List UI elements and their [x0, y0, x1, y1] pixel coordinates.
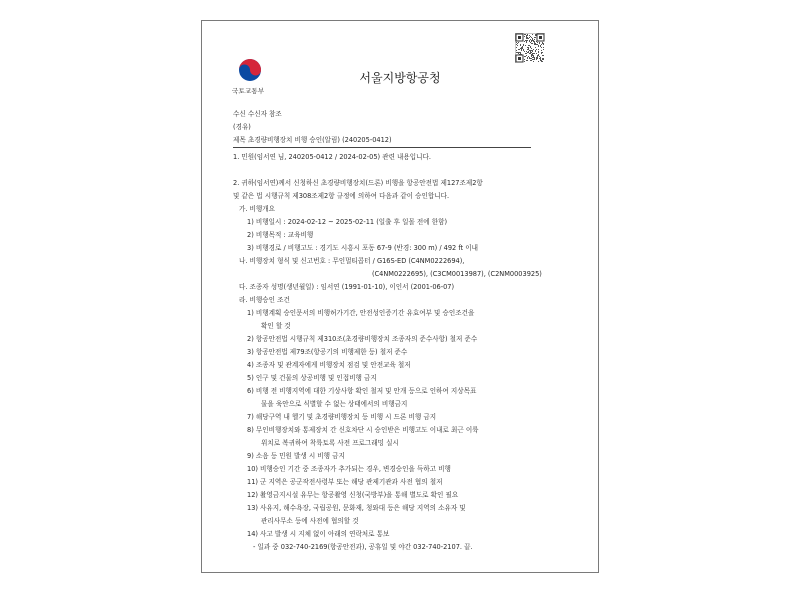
- ra-item-3: 3) 항공안전법 제79조(항공기의 비행제한 등) 철저 준수: [247, 348, 408, 356]
- ra-item-4: 4) 조종자 및 관계자에게 비행장치 점검 및 안전교육 철저: [247, 361, 411, 369]
- recipient-line: 수신 수신자 참조: [233, 110, 282, 118]
- ra-item-7: 7) 해당구역 내 헬기 및 초경량비행장치 등 비행 시 드론 비행 금지: [247, 413, 437, 421]
- via-line: (경유): [233, 123, 251, 131]
- ra-item-9: 9) 소음 등 민원 발생 시 비행 금지: [247, 452, 345, 460]
- ministry-name: 국토교통부: [232, 87, 265, 95]
- section-da: 다. 조종자 성명(생년월일) : 임서연 (1991-01-10), 이인서 (2001-06-07): [239, 283, 455, 291]
- ra-item-13-line-2: 관리사무소 등에 사전에 협의할 것: [261, 517, 359, 525]
- section-ra-title: 라. 비행승인 조건: [239, 296, 290, 304]
- paragraph-1: 1. 민원(임서연 님, 240205-0412 / 2024-02-05) 관련 내용입니다.: [233, 153, 431, 161]
- ra-item-10: 10) 비행승인 기간 중 조종자가 추가되는 경우, 변경승인을 득하고 비행: [247, 465, 451, 473]
- paragraph-2-line-1: 2. 귀하(임서연)께서 신청하신 초경량비행장치(드론) 비행을 항공안전법 제127조제2항: [233, 179, 483, 187]
- ra-item-2: 2) 항공안전법 시행규칙 제310조(초경량비행장치 조종자의 준수사항) 철저 준수: [247, 335, 478, 343]
- issuer-title: 서울지방항공청: [359, 71, 441, 85]
- section-na-line-2: (C4NM0222695), (C3CM0013987), (C2NM0003925): [372, 270, 542, 278]
- document-page: [201, 20, 599, 573]
- ra-item-8-line-1: 8) 무인비행장치와 통제장치 간 신호차단 시 승인받은 비행고도 이내로 최근 이륙: [247, 426, 479, 434]
- ra-item-6-line-2: 물을 육안으로 식별할 수 없는 상태에서의 비행금지: [261, 400, 408, 408]
- paragraph-2-line-2: 및 같은 법 시행규칙 제308조제2항 규정에 의하여 다음과 같이 승인합니다.: [233, 192, 450, 200]
- ga-item-3: 3) 비행경로 / 비행고도 : 경기도 시흥시 포동 67-9 (반경: 300 m) / 492 ft 이내: [247, 244, 478, 252]
- ra-item-5: 5) 인구 및 건물의 상공비행 및 인접비행 금지: [247, 374, 377, 382]
- ra-item-1-line-1: 1) 비행계획 승인문서의 비행허가기간, 안전성인증기간 유효여부 및 승인조건을: [247, 309, 475, 317]
- contact-line: - 일과 중 032-740-2169(항공안전과), 공휴일 및 야간 032-740-2107. 끝.: [253, 543, 473, 551]
- section-na-line-1: 나. 비행장치 형식 및 신고번호 : 무인멀티콥터 / G16S-ED (C4NM0222694),: [239, 257, 465, 265]
- section-ga-title: 가. 비행개요: [239, 205, 276, 213]
- header-divider: [233, 147, 531, 148]
- ra-item-8-line-2: 위치로 복귀하여 착륙토록 사전 프로그래밍 실시: [261, 439, 399, 447]
- ga-item-1: 1) 비행일시 : 2024-02-12 ~ 2025-02-11 (일출 후 일몰 전에 한함): [247, 218, 448, 226]
- ra-item-1-line-2: 확인 할 것: [261, 322, 291, 330]
- ra-item-14: 14) 사고 발생 시 지체 없이 아래의 연락처로 통보: [247, 530, 390, 538]
- subject-line: 제목 초경량비행장치 비행 승인(알림) (240205-0412): [233, 136, 392, 144]
- ra-item-13-line-1: 13) 사유지, 해수욕장, 국립공원, 문화재, 청와대 등은 해당 지역의 소유자 및: [247, 504, 466, 512]
- ra-item-11: 11) 군 지역은 공군작전사령부 또는 해당 관제기관과 사전 협의 철저: [247, 478, 443, 486]
- ra-item-6-line-1: 6) 비행 전 비행지역에 대한 기상사항 확인 철저 및 안개 등으로 인하여 지상목표: [247, 387, 477, 395]
- ra-item-12: 12) 촬영금지시설 유무는 항공촬영 신청(국방부)을 통해 별도로 확인 필요: [247, 491, 459, 499]
- ga-item-2: 2) 비행목적 : 교육비행: [247, 231, 314, 239]
- qr-code-icon: [515, 33, 545, 63]
